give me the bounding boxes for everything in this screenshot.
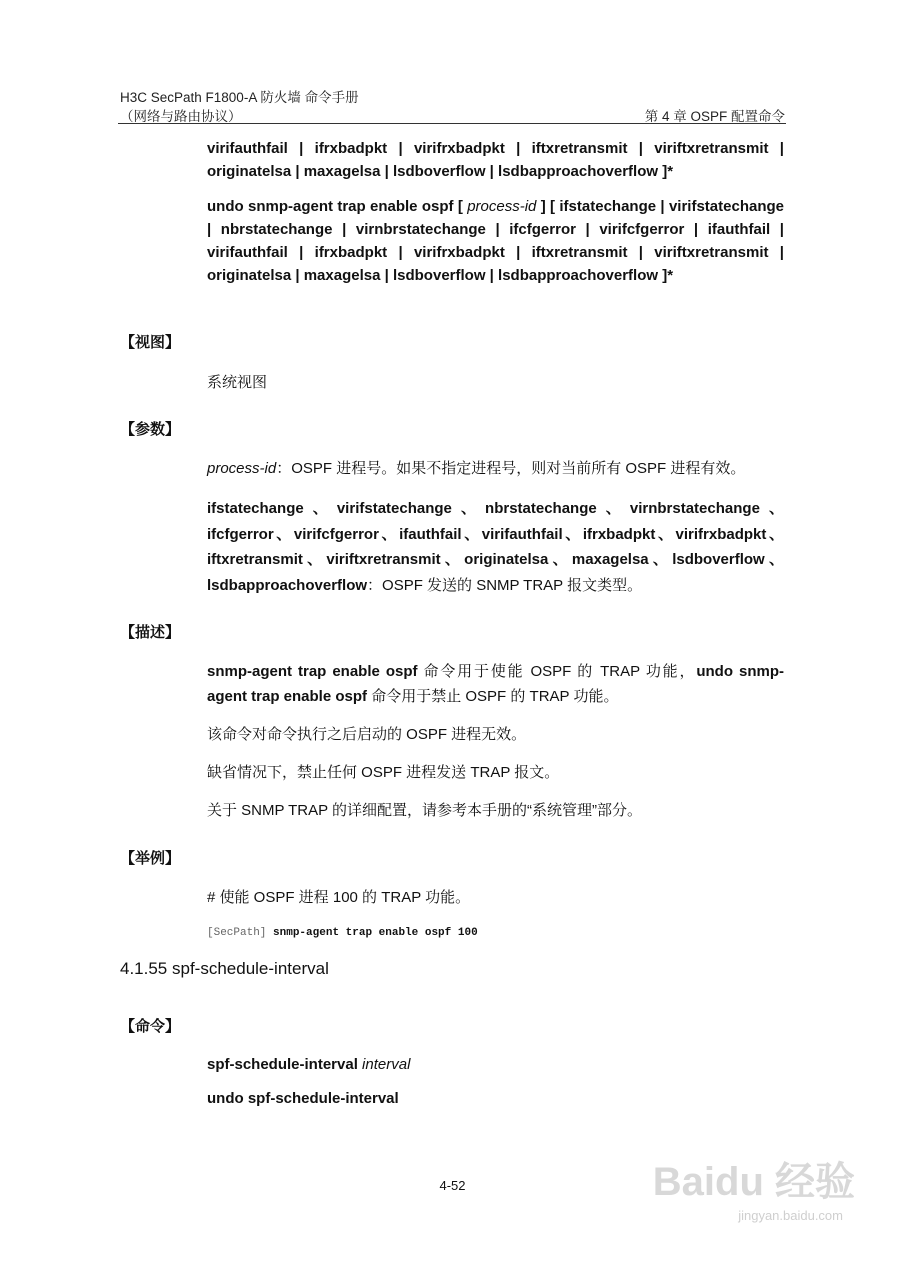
page-number: 4-52	[439, 1178, 466, 1193]
desc-p4: 关于 SNMP TRAP 的详细配置，请参考本手册的“系统管理”部分。	[207, 802, 643, 819]
header-subtitle: （网络与路由协议）	[120, 109, 242, 124]
header-rule	[118, 123, 786, 124]
param-trap-types: ifstatechange、virifstatechange、nbrstatechange、virnbrstatechange、ifcfgerror、virifcfgerror、ifauthfail、virifauthfail、ifrxbadpkt、virifrxbadpkt、iftxretransmit、viriftxretransmit、originatelsa、maxagelsa、lsdboverflow、lsdbapproachoverflow：OSPF 发送的 SNMP TRAP 报文类型。	[207, 500, 784, 594]
command-undo-syntax: undo spf-schedule-interval	[207, 1090, 399, 1107]
param-process-id: process-id：OSPF 进程号。如果不指定进程号，则对当前所有 OSPF 进程有效。	[207, 460, 746, 477]
section-title: 4.1.55 spf-schedule-interval	[120, 959, 329, 978]
desc-p1: snmp-agent trap enable ospf 命令用于使能 OSPF 的 TRAP 功能，undo snmp-agent trap enable ospf 命令用于禁止 OSPF 的 TRAP 功能。	[207, 663, 784, 705]
desc-p2: 该命令对命令执行之后启动的 OSPF 进程无效。	[207, 726, 527, 743]
command-heading: 【命令】	[120, 1018, 181, 1035]
view-text: 系统视图	[207, 374, 268, 391]
desc-heading: 【描述】	[120, 624, 181, 641]
example-heading: 【举例】	[120, 850, 181, 867]
params-heading: 【参数】	[120, 421, 181, 438]
example-code: [SecPath] snmp-agent trap enable ospf 100	[207, 927, 478, 939]
syntax-undo: undo snmp-agent trap enable ospf [ process-id ] [ ifstatechange | virifstatechange | nbrstatechange | virnbrstatechange | ifcfgerror | virifcfgerror | ifauthfail | virifauthfail | ifrxbadpkt | virifrxbadpkt | iftxretransmit | viriftxretransmit | originatelsa | maxagelsa | lsdboverflow | lsdbapproachoverflow ]*	[207, 198, 784, 284]
syntax-continuation: virifauthfail | ifrxbadpkt | virifrxbadpkt | iftxretransmit | viriftxretransmit | originatelsa | maxagelsa | lsdboverflow | lsdbapproachoverflow ]*	[207, 140, 784, 180]
watermark-logo: Baidu 经验	[652, 1160, 855, 1204]
header-title: H3C SecPath F1800-A 防火墙 命令手册	[120, 90, 359, 105]
watermark-url: jingyan.baidu.com	[738, 1208, 843, 1223]
desc-p3: 缺省情况下，禁止任何 OSPF 进程发送 TRAP 报文。	[207, 764, 560, 781]
command-syntax: spf-schedule-interval interval	[207, 1056, 411, 1073]
header-chapter: 第 4 章 OSPF 配置命令	[644, 109, 785, 124]
example-comment: # 使能 OSPF 进程 100 的 TRAP 功能。	[207, 889, 471, 906]
view-heading: 【视图】	[120, 334, 181, 351]
